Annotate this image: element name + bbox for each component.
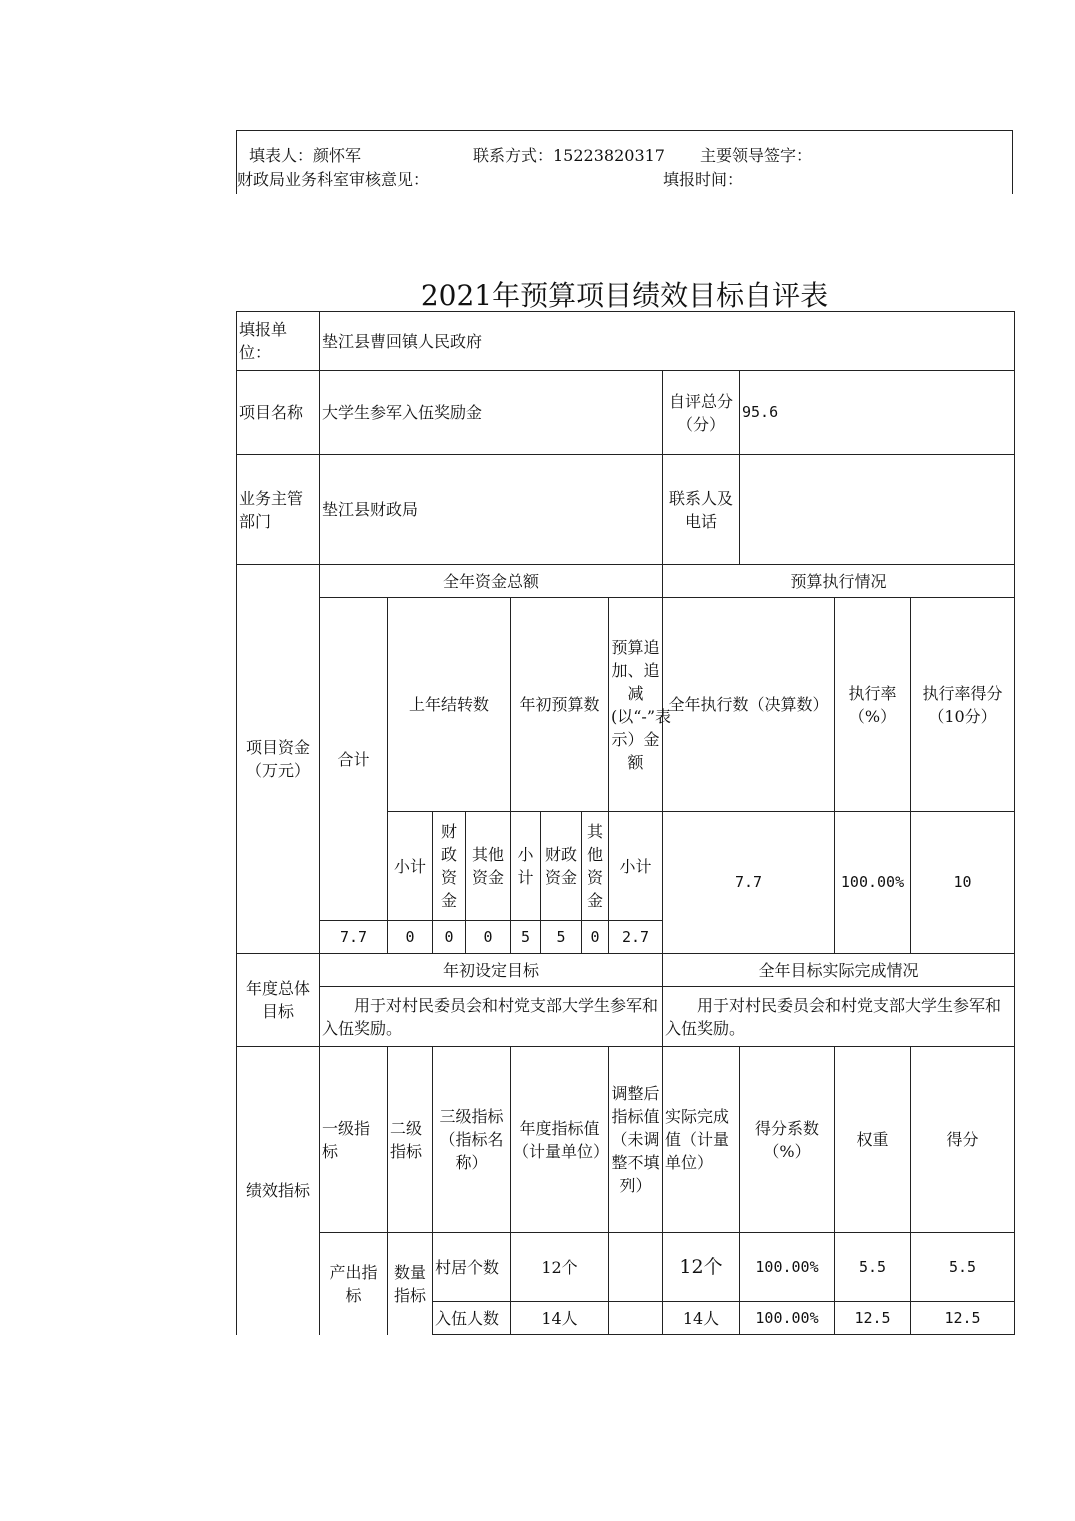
contact-person-label: 联系人及电话 [663, 455, 740, 565]
dept-label: 业务主管部门 [237, 455, 320, 565]
report-date-label: 填报时间： [663, 170, 744, 189]
project-value: 大学生参军入伍奖励金 [320, 371, 663, 455]
funds-section-label: 项目资金（万元） [237, 565, 320, 954]
weight-value: 12.5 [835, 1302, 911, 1335]
init-other-value: 0 [582, 921, 609, 954]
initial-budget-label: 年初预算数 [511, 598, 609, 812]
adjust-subtotal-label: 小计 [609, 812, 663, 921]
adjust-subtotal-value: 2.7 [609, 921, 663, 954]
actual-value: 14人 [663, 1302, 740, 1335]
carry-fiscal-value: 0 [433, 921, 466, 954]
score-coef: 100.00% [740, 1233, 835, 1302]
unit-value: 垫江县曹回镇人民政府 [320, 312, 1015, 371]
exec-rate-label: 执行率（%） [835, 598, 911, 812]
carryover-label: 上年结转数 [388, 598, 511, 812]
init-subtotal-label: 小计 [511, 812, 541, 921]
indicator-section-label: 绩效指标 [237, 1047, 320, 1335]
unit-label: 填报单位： [237, 312, 320, 371]
exec-rate-score-label: 执行率得分（10分） [911, 598, 1015, 812]
goal-set-text: 用于对村民委员会和村党支部大学生参军和入伍奖励。 [320, 987, 663, 1047]
unit-row [237, 312, 1015, 371]
adjusted-target [609, 1233, 663, 1302]
exec-rate-value: 100.00% [835, 812, 911, 954]
total-funds-header: 全年资金总额 [320, 565, 663, 598]
page-title: 2021年预算项目绩效目标自评表 [420, 279, 829, 312]
score-header: 得分 [911, 1047, 1015, 1233]
project-label: 项目名称 [237, 371, 320, 455]
init-fiscal-value: 5 [541, 921, 582, 954]
previous-page-footer [236, 130, 1013, 194]
annual-value-header: 年度指标值（计量单位） [511, 1047, 609, 1233]
goal-actual-text: 用于对村民委员会和村党支部大学生参军和入伍奖励。 [663, 987, 1015, 1047]
level2-header: 二级指标 [388, 1047, 433, 1233]
adjusted-value-header: 调整后指标值（未调整不填列） [609, 1047, 663, 1233]
carry-other-value: 0 [466, 921, 511, 954]
score-coef-header: 得分系数（%） [740, 1047, 835, 1233]
indicator-name: 入伍人数 [433, 1302, 511, 1335]
init-other-label: 其他资金 [582, 812, 609, 921]
goal-set-header: 年初设定目标 [320, 954, 663, 987]
dept-row [237, 455, 1015, 565]
sum-label: 合计 [320, 598, 388, 921]
weight-header: 权重 [835, 1047, 911, 1233]
annual-goal-label: 年度总体目标 [237, 954, 320, 1047]
evaluation-table [236, 311, 1015, 1335]
carry-subtotal-label: 小计 [388, 812, 433, 921]
actual-value: 12个 [663, 1233, 740, 1302]
total-value: 7.7 [320, 921, 388, 954]
score-coef: 100.00% [740, 1302, 835, 1335]
adjusted-target [609, 1302, 663, 1335]
carry-other-label: 其他资金 [466, 812, 511, 921]
indicator-header-row [237, 1047, 1015, 1233]
init-subtotal-value: 5 [511, 921, 541, 954]
score-label: 自评总分（分） [663, 371, 740, 455]
annual-exec-label: 全年执行数（决算数） [663, 598, 835, 812]
goal-actual-header: 全年目标实际完成情况 [663, 954, 1015, 987]
init-fiscal-label: 财政资金 [541, 812, 582, 921]
indicator-name: 村居个数 [433, 1233, 511, 1302]
adjust-label: 预算追加、追减(以“-”表示）金额 [609, 598, 663, 812]
level1-header: 一级指标 [320, 1047, 388, 1233]
quantity-indicator-label: 数量指标 [388, 1233, 433, 1335]
dept-value: 垫江县财政局 [320, 455, 663, 565]
output-indicator-label: 产出指标 [320, 1233, 388, 1335]
review-opinion-label: 财政局业务科室审核意见： [237, 170, 430, 189]
funds-header-row [237, 565, 1015, 598]
project-row [237, 371, 1015, 455]
annual-target: 14人 [511, 1302, 609, 1335]
exec-status-header: 预算执行情况 [663, 565, 1015, 598]
goals-header-row [237, 954, 1015, 987]
exec-rate-score-value: 10 [911, 812, 1015, 954]
filler-label: 填表人：颜怀军 [249, 146, 362, 165]
score-value: 12.5 [911, 1302, 1015, 1335]
table-row [237, 1233, 1015, 1302]
carry-fiscal-label: 财政资金 [433, 812, 466, 921]
annual-target: 12个 [511, 1233, 609, 1302]
contact-info-label: 联系方式：15223820317 [473, 146, 665, 165]
score-value: 95.6 [740, 371, 1015, 455]
score-value: 5.5 [911, 1233, 1015, 1302]
leader-signature-label: 主要领导签字： [700, 146, 813, 165]
level3-header: 三级指标（指标名称） [433, 1047, 511, 1233]
funds-subheader-row [237, 598, 1015, 812]
actual-value-header: 实际完成值（计量单位） [663, 1047, 740, 1233]
contact-person-value [740, 455, 1015, 565]
weight-value: 5.5 [835, 1233, 911, 1302]
carry-subtotal-value: 0 [388, 921, 433, 954]
annual-exec-value: 7.7 [663, 812, 835, 954]
goals-text-row [237, 987, 1015, 1047]
